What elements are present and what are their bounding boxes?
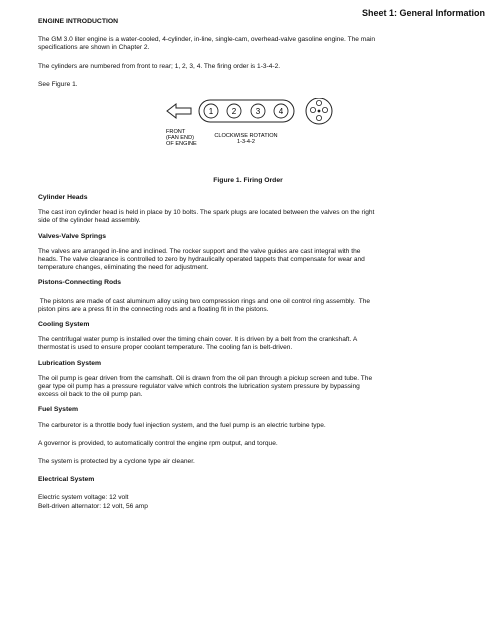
- paragraph-line: Belt-driven alternator: 12 volt, 56 amp: [38, 502, 148, 510]
- section-heading: Cooling System: [38, 321, 90, 329]
- firing-order-diagram: [163, 98, 353, 173]
- firing-order-label: 1-3-4-2: [236, 139, 256, 146]
- figure-firing-order: [38, 98, 458, 186]
- paragraph-line: A governor is provided, to automatically control the engine rpm output, and torque.: [38, 439, 278, 447]
- rotation-label: CLOCKWISE ROTATION: [214, 133, 278, 140]
- cylinder-number: 4: [278, 107, 284, 117]
- paragraph-line: The oil pump is gear driven from the camshaft. Oil is drawn from the oil pan through a pickup screen and tube. The: [38, 374, 373, 382]
- paragraph-line: side of the cylinder head assembly.: [38, 217, 141, 225]
- paragraph-line: specifications are shown in Chapter 2.: [38, 44, 150, 52]
- paragraph-line: temperature changes, eliminating the need for adjustment.: [38, 264, 209, 272]
- paragraph-line: The GM 3.0 liter engine is a water-cooled, 4-cylinder, in-line, single-cam, overhead-valve gasoline engine. The main: [38, 36, 376, 44]
- paragraph-line: The cast iron cylinder head is held in place by 10 bolts. The spark plugs are located between the valves on the right: [38, 209, 375, 217]
- paragraph-line: thermostat is used to ensure proper coolant temperature. The cooling fan is belt-driven.: [38, 344, 293, 352]
- sheet-title: Sheet 1: General Information: [361, 8, 485, 18]
- cylinder-number: 1: [208, 107, 214, 117]
- paragraph-line: The system is protected by a cyclone type air cleaner.: [38, 458, 195, 466]
- front-label: OF ENGINE: [166, 141, 197, 148]
- front-arrow-icon: [167, 104, 191, 118]
- paragraph-line: See Figure 1.: [38, 80, 78, 88]
- paragraph-line: heads. The valve clearance is controlled to zero by hydraulically operated tappets that compensate for wear and: [38, 256, 365, 264]
- paragraph-line: The valves are arranged in-line and inclined. The rocker support and the valve guides are cast integral with the: [38, 247, 361, 255]
- section-heading: Cylinder Heads: [38, 194, 88, 202]
- section-heading: Pistons-Connecting Rods: [38, 279, 122, 287]
- document-body: [38, 18, 458, 511]
- paragraph-line: The cylinders are numbered from front to rear; 1, 2, 3, 4. The firing order is 1-3-4-2.: [38, 62, 281, 70]
- paragraph-line: gear type oil pump has a pressure regulator valve which controls the lubrication system pressure by bypassing: [38, 383, 360, 391]
- section-heading: ENGINE INTRODUCTION: [38, 18, 119, 25]
- paragraph-line: The centrifugal water pump is installed over the timing chain cover. It is driven by a belt from the crankshaft. A: [38, 336, 358, 344]
- section-heading: Electrical System: [38, 476, 95, 484]
- section-heading: Valves-Valve Springs: [38, 232, 107, 240]
- cylinder-number: 2: [231, 107, 237, 117]
- section-heading: Fuel System: [38, 406, 79, 414]
- front-label: (FAN END): [166, 135, 194, 142]
- paragraph-line: The pistons are made of cast aluminum alloy using two compression rings and one oil control ring assembly. The: [38, 297, 371, 305]
- front-label: FRONT: [166, 129, 186, 136]
- cylinder-number: 3: [255, 107, 261, 117]
- paragraph-line: piston pins are a press fit in the connecting rods and a floating fit in the pistons.: [38, 305, 269, 313]
- section-heading: Lubrication System: [38, 359, 102, 367]
- figure-caption: Figure 1. Firing Order: [213, 177, 283, 185]
- paragraph-line: Electric system voltage: 12 volt: [38, 494, 129, 502]
- paragraph-line: The carburetor is a throttle body fuel injection system, and the fuel pump is an electric turbine type.: [38, 421, 326, 429]
- paragraph-line: excess oil back to the oil pump pan.: [38, 391, 143, 399]
